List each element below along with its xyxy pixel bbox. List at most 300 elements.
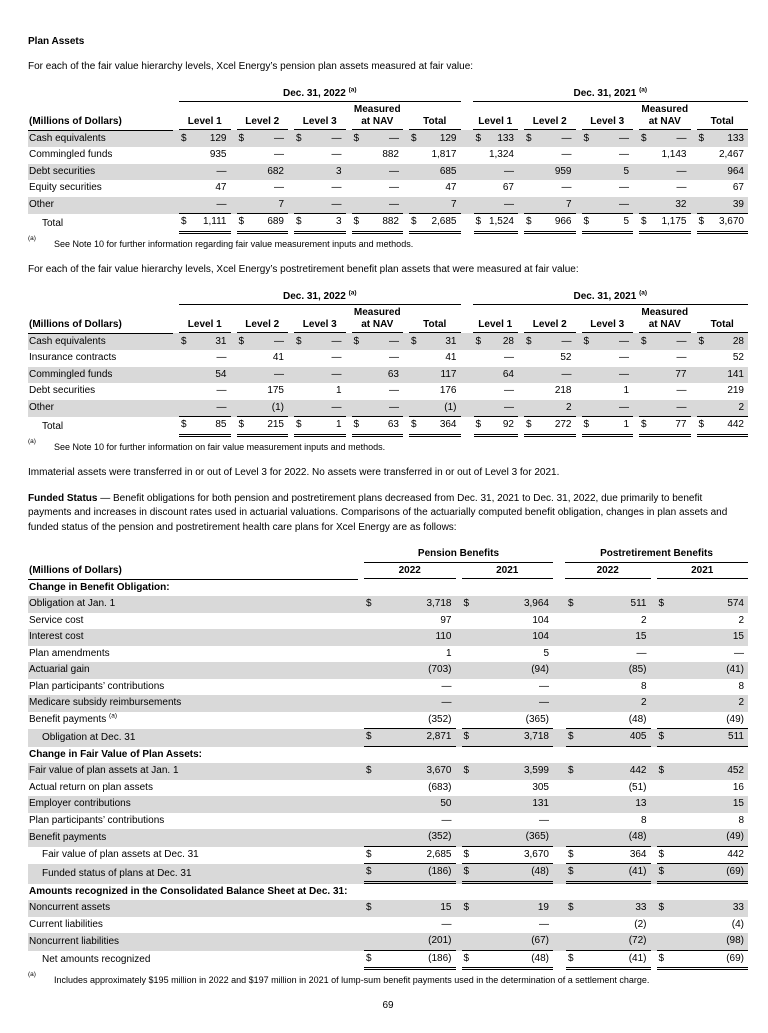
value-cell [358, 951, 456, 971]
cell-value: (1) [271, 401, 284, 413]
cell-value: — [389, 198, 399, 210]
cell-value: — [274, 149, 284, 160]
row-header: (Millions of Dollars) [28, 305, 173, 333]
value-cell [691, 130, 749, 147]
cell-value: — [441, 814, 452, 826]
cell-value: (4) [731, 918, 744, 930]
row-label: Actuarial gain [29, 664, 90, 676]
cell-value: — [389, 335, 399, 347]
currency-symbol: $ [366, 765, 372, 777]
value-cell [173, 197, 231, 215]
value-cell [358, 847, 456, 865]
value-cell [456, 763, 554, 780]
row-label: Service cost [29, 614, 84, 626]
currency-symbol: $ [641, 335, 647, 347]
value-cell [518, 147, 576, 164]
cell-value: 15 [732, 631, 744, 643]
cell-value: 7 [565, 198, 572, 210]
cell-value: 33 [732, 902, 744, 914]
currency-symbol: $ [583, 132, 590, 144]
table-row [28, 417, 748, 437]
currency-symbol: $ [475, 132, 482, 144]
cell-value: 2 [640, 614, 647, 626]
value-cell [691, 147, 749, 164]
cell-value: 215 [267, 419, 284, 431]
row-label: Benefit payments $^{(a)}$ [29, 713, 117, 726]
currency-symbol: $ [366, 866, 372, 878]
cell-value: — [619, 352, 629, 364]
cell-value: 442 [629, 765, 647, 777]
column-header-row [28, 102, 748, 130]
value-cell [288, 417, 346, 437]
cell-value: 5 [623, 216, 629, 227]
column-header: 2021 [651, 563, 749, 580]
currency-symbol: $ [181, 216, 187, 227]
cell-value: 305 [532, 781, 549, 793]
table-row [28, 747, 748, 764]
intro-pension-paragraph: For each of the fair value hierarchy levels, Xcel Energy’s pension plan assets measured at fair value: [28, 61, 474, 72]
cell-value: (186) [428, 866, 452, 878]
value-cell [651, 917, 749, 934]
table-footnote: (a) See Note 10 for further information regarding fair value measurement inputs and methods. [28, 234, 414, 249]
currency-symbol: $ [238, 335, 245, 347]
cell-value: 272 [554, 419, 572, 431]
table-footnote: (a) Includes approximately $195 million in 2022 and $197 million in 2021 of lump-sum benefit payments used in the determination of a settlement charge. [28, 971, 650, 986]
table-row [28, 613, 748, 630]
cell-value: (94) [531, 664, 549, 676]
value-cell [553, 813, 651, 830]
value-cell [553, 695, 651, 712]
row-header: (Millions of Dollars) [28, 563, 358, 580]
cell-value: (67) [531, 935, 549, 947]
cell-value: — [331, 401, 342, 413]
value-cell [456, 780, 554, 797]
column-group-2022 [173, 289, 461, 306]
value-cell [651, 662, 749, 679]
value-cell [553, 917, 651, 934]
column-header: Level 1 [173, 305, 231, 333]
value-cell [231, 333, 289, 350]
table-row [28, 383, 748, 400]
value-cell [633, 147, 691, 164]
cell-value: 15 [732, 798, 744, 810]
value-cell [651, 951, 749, 971]
cell-value: 959 [554, 165, 572, 177]
currency-symbol: $ [641, 419, 647, 431]
value-cell [231, 197, 289, 215]
value-cell [461, 197, 519, 215]
value-cell [651, 933, 749, 951]
section-row-label: Change in Benefit Obligation: [29, 581, 170, 593]
value-cell [403, 400, 461, 418]
value-cell [358, 596, 456, 613]
cell-value: — [331, 352, 342, 364]
cell-value: — [539, 680, 549, 692]
column-header: Level 2 [518, 102, 576, 130]
table-row [28, 813, 748, 830]
currency-symbol: $ [463, 866, 470, 878]
value-cell [518, 333, 576, 350]
value-cell [553, 679, 651, 696]
row-label: Other [29, 402, 55, 414]
cell-value: — [331, 335, 342, 347]
cell-value: — [389, 182, 399, 193]
value-cell [403, 367, 461, 384]
cell-value: 77 [675, 419, 687, 431]
value-cell [346, 400, 404, 418]
cell-value: 52 [560, 352, 572, 364]
value-cell [691, 333, 749, 350]
cell-value: — [389, 165, 399, 177]
cell-value: — [539, 814, 549, 826]
value-cell [358, 763, 456, 780]
cell-value: 1,143 [661, 149, 687, 160]
row-label: Debt securities [29, 385, 96, 397]
cell-value: 31 [215, 335, 227, 347]
row-label: Fair value of plan assets at Jan. 1 [29, 765, 179, 777]
cell-value: 133 [727, 132, 744, 144]
row-label: Cash equivalents [29, 335, 106, 347]
currency-symbol: $ [583, 335, 590, 347]
value-cell [576, 180, 634, 197]
currency-symbol: $ [698, 335, 705, 347]
value-cell [358, 613, 456, 630]
footnote-text: See Note 10 for further information regarding fair value measurement inputs and methods. [54, 238, 414, 249]
cell-value: 966 [554, 216, 572, 227]
cell-value: 3,670 [523, 848, 549, 860]
cell-value: 8 [738, 680, 744, 692]
row-label: Plan participants’ contributions [29, 814, 165, 826]
cell-value: — [216, 165, 227, 177]
value-cell [173, 333, 231, 350]
value-cell [518, 367, 576, 384]
column-header: Level 1 [461, 305, 519, 333]
cell-value: 77 [675, 368, 687, 380]
cell-value: — [619, 401, 629, 413]
value-cell [691, 197, 749, 215]
group-label: Pension Benefits [364, 546, 553, 563]
value-cell [691, 400, 749, 418]
currency-symbol: $ [463, 902, 470, 914]
table-row [28, 780, 748, 797]
table-row [28, 214, 748, 234]
cell-value: 3 [335, 165, 342, 177]
cell-value: — [561, 368, 572, 380]
group-label: Dec. 31, 2021 [573, 290, 637, 302]
cell-value: — [539, 697, 549, 709]
value-cell [461, 333, 519, 350]
value-cell [553, 646, 651, 663]
cell-value: 5 [623, 165, 629, 177]
value-cell [346, 214, 404, 234]
value-cell [346, 197, 404, 215]
cell-value: — [676, 352, 687, 364]
column-group-pension [358, 546, 553, 563]
value-cell [231, 180, 289, 197]
cell-value: 7 [278, 198, 284, 210]
cell-value: — [676, 385, 687, 397]
cell-value: 92 [502, 419, 514, 431]
column-header-row [28, 563, 748, 580]
table-row [28, 629, 748, 646]
value-cell [358, 933, 456, 951]
value-cell [633, 164, 691, 181]
column-group-postretirement [553, 546, 748, 563]
table-row [28, 729, 748, 747]
cell-value: — [216, 198, 227, 210]
currency-symbol: $ [526, 419, 532, 431]
value-cell [231, 383, 289, 400]
row-label: Obligation at Dec. 31 [42, 731, 136, 743]
value-cell [358, 712, 456, 730]
cell-value: 7 [450, 198, 457, 210]
value-cell [461, 147, 519, 164]
value-cell [691, 367, 749, 384]
value-cell [576, 367, 634, 384]
cell-value: — [504, 198, 514, 210]
value-cell [651, 596, 749, 613]
value-cell [231, 400, 289, 418]
value-cell [518, 417, 576, 437]
value-cell [553, 712, 651, 730]
value-cell [691, 417, 749, 437]
value-cell [173, 164, 231, 181]
value-cell [403, 164, 461, 181]
cell-value: (41) [726, 664, 744, 676]
cell-value: 882 [382, 216, 399, 227]
funded-status-table [28, 546, 748, 970]
currency-symbol: $ [568, 731, 574, 743]
value-cell [553, 829, 651, 847]
cell-value: — [274, 368, 284, 380]
cell-value: 63 [387, 419, 399, 431]
cell-value: (41) [628, 952, 647, 964]
currency-symbol: $ [353, 419, 360, 431]
row-label: Benefit payments [29, 831, 107, 843]
cell-value: 442 [727, 419, 744, 431]
cell-value: (48) [628, 831, 647, 843]
currency-symbol: $ [641, 216, 647, 227]
value-cell [288, 147, 346, 164]
cell-value: 2,685 [426, 848, 452, 860]
value-cell [553, 796, 651, 813]
cell-value: 1 [623, 419, 629, 431]
page-number: 69 [382, 1000, 394, 1012]
cell-value: 3,964 [523, 598, 549, 610]
cell-value: 47 [215, 182, 227, 193]
cell-value: 28 [732, 335, 744, 347]
currency-symbol: $ [296, 132, 302, 144]
cell-value: 364 [629, 848, 647, 860]
cell-value: 47 [445, 182, 457, 193]
cell-value: 3,718 [523, 731, 549, 743]
value-cell [633, 130, 691, 147]
cell-value: (69) [726, 866, 744, 878]
value-cell [403, 197, 461, 215]
currency-symbol: $ [568, 765, 574, 777]
cell-value: (48) [531, 866, 549, 878]
column-header: Level 3 [288, 102, 346, 130]
cell-value: — [389, 352, 399, 364]
value-cell [288, 197, 346, 215]
currency-symbol: $ [366, 731, 372, 743]
currency-symbol: $ [568, 848, 574, 860]
value-cell [651, 780, 749, 797]
row-header: (Millions of Dollars) [28, 102, 173, 130]
value-cell [633, 180, 691, 197]
cell-value: — [504, 165, 514, 177]
cell-value: 28 [502, 335, 514, 347]
cell-value: 39 [732, 198, 744, 210]
currency-symbol: $ [583, 419, 590, 431]
cell-value: 97 [440, 614, 452, 626]
column-header: Total [403, 305, 461, 333]
value-cell [358, 813, 456, 830]
funded-status-lead: Funded Status [28, 492, 98, 504]
value-cell [456, 695, 554, 712]
value-cell [633, 197, 691, 215]
value-cell [456, 662, 554, 679]
cell-value: 3,599 [523, 765, 549, 777]
cell-value: 8 [640, 680, 647, 692]
cell-value: (69) [726, 952, 744, 964]
cell-value: 1 [445, 647, 452, 659]
value-cell [576, 164, 634, 181]
value-cell [691, 164, 749, 181]
row-label: Fair value of plan assets at Dec. 31 [42, 849, 199, 861]
currency-symbol: $ [353, 132, 360, 144]
column-header: Measured at NAV [346, 305, 404, 333]
value-cell [651, 864, 749, 884]
column-header: Measured at NAV [346, 102, 404, 130]
value-cell [553, 900, 651, 917]
currency-symbol: $ [463, 952, 470, 964]
cell-value: 64 [502, 368, 514, 380]
currency-symbol: $ [181, 335, 187, 347]
value-cell [403, 350, 461, 367]
cell-value: (186) [428, 952, 452, 964]
cell-value: 2 [738, 614, 744, 626]
value-cell [173, 350, 231, 367]
cell-value: — [539, 918, 549, 930]
value-cell [651, 847, 749, 865]
value-cell [518, 383, 576, 400]
value-cell [346, 147, 404, 164]
value-cell [651, 763, 749, 780]
value-cell [231, 214, 289, 234]
currency-symbol: $ [658, 902, 665, 914]
currency-symbol: $ [238, 419, 245, 431]
currency-symbol: $ [411, 335, 417, 347]
postretirement-assets-table [28, 289, 748, 437]
value-cell [633, 350, 691, 367]
cell-value: — [331, 182, 342, 193]
value-cell [461, 180, 519, 197]
level3-transfer-paragraph: Immaterial assets were transferred in or out of Level 3 for 2022. No assets were transferred in or out of Level 3 for 2021. [28, 467, 560, 479]
row-label: Noncurrent assets [29, 902, 111, 914]
row-label: Insurance contracts [29, 352, 117, 364]
row-label: Current liabilities [29, 918, 103, 930]
value-cell [346, 367, 404, 384]
currency-symbol: $ [366, 902, 372, 914]
cell-value: (48) [628, 713, 647, 725]
column-header: Level 3 [576, 305, 634, 333]
cell-value: (41) [628, 866, 647, 878]
cell-value: 41 [272, 352, 284, 364]
table-row [28, 679, 748, 696]
value-cell [553, 596, 651, 613]
value-cell [456, 646, 554, 663]
row-label: Commingled funds [29, 149, 113, 160]
cell-value: 1 [335, 419, 342, 431]
cell-value: 3,718 [426, 598, 452, 610]
value-cell [461, 214, 519, 234]
footnote-ref: (a) [348, 289, 357, 297]
table-row [28, 796, 748, 813]
cell-value: 16 [732, 781, 744, 793]
footnote-ref: (a) [639, 289, 648, 297]
currency-symbol: $ [463, 765, 470, 777]
value-cell [346, 417, 404, 437]
footnote-ref: (a) [639, 86, 648, 94]
cell-value: — [389, 401, 399, 413]
value-cell [358, 695, 456, 712]
value-cell [651, 679, 749, 696]
value-cell [633, 383, 691, 400]
cell-value: — [216, 385, 227, 397]
value-cell [358, 629, 456, 646]
row-label: Funded status of plans at Dec. 31 [42, 867, 192, 879]
table-row [28, 350, 748, 367]
value-cell [553, 780, 651, 797]
value-cell [456, 917, 554, 934]
cell-value: — [274, 335, 284, 347]
value-cell [358, 864, 456, 884]
group-label: Dec. 31, 2022 [282, 290, 346, 302]
cell-value: — [561, 132, 572, 144]
currency-symbol: $ [641, 132, 647, 144]
value-cell [576, 417, 634, 437]
value-cell [358, 917, 456, 934]
value-cell [461, 350, 519, 367]
column-header: Measured at NAV [633, 305, 691, 333]
table-row [28, 164, 748, 181]
currency-symbol: $ [658, 765, 665, 777]
table-row [28, 695, 748, 712]
cell-value: 54 [215, 368, 227, 380]
currency-symbol: $ [366, 598, 372, 610]
value-cell [553, 951, 651, 971]
value-cell [651, 695, 749, 712]
value-cell [461, 400, 519, 418]
cell-value: 110 [435, 631, 452, 643]
table-row [28, 130, 748, 147]
cell-value: 31 [445, 335, 457, 347]
value-cell [346, 164, 404, 181]
cell-value: 2 [738, 401, 744, 413]
table-row [28, 400, 748, 418]
cell-value: — [619, 368, 629, 380]
column-header: 2021 [456, 563, 554, 580]
value-cell [553, 629, 651, 646]
row-label: Employer contributions [29, 798, 131, 810]
cell-value: 85 [215, 419, 227, 431]
footnote-text: Includes approximately $195 million in 2022 and $197 million in 2021 of lump-sum benefit payments used in the determination of a settlement charge. [54, 975, 650, 986]
cell-value: — [561, 182, 572, 193]
currency-symbol: $ [526, 335, 532, 347]
cell-value: 3 [335, 216, 342, 227]
value-cell [403, 147, 461, 164]
